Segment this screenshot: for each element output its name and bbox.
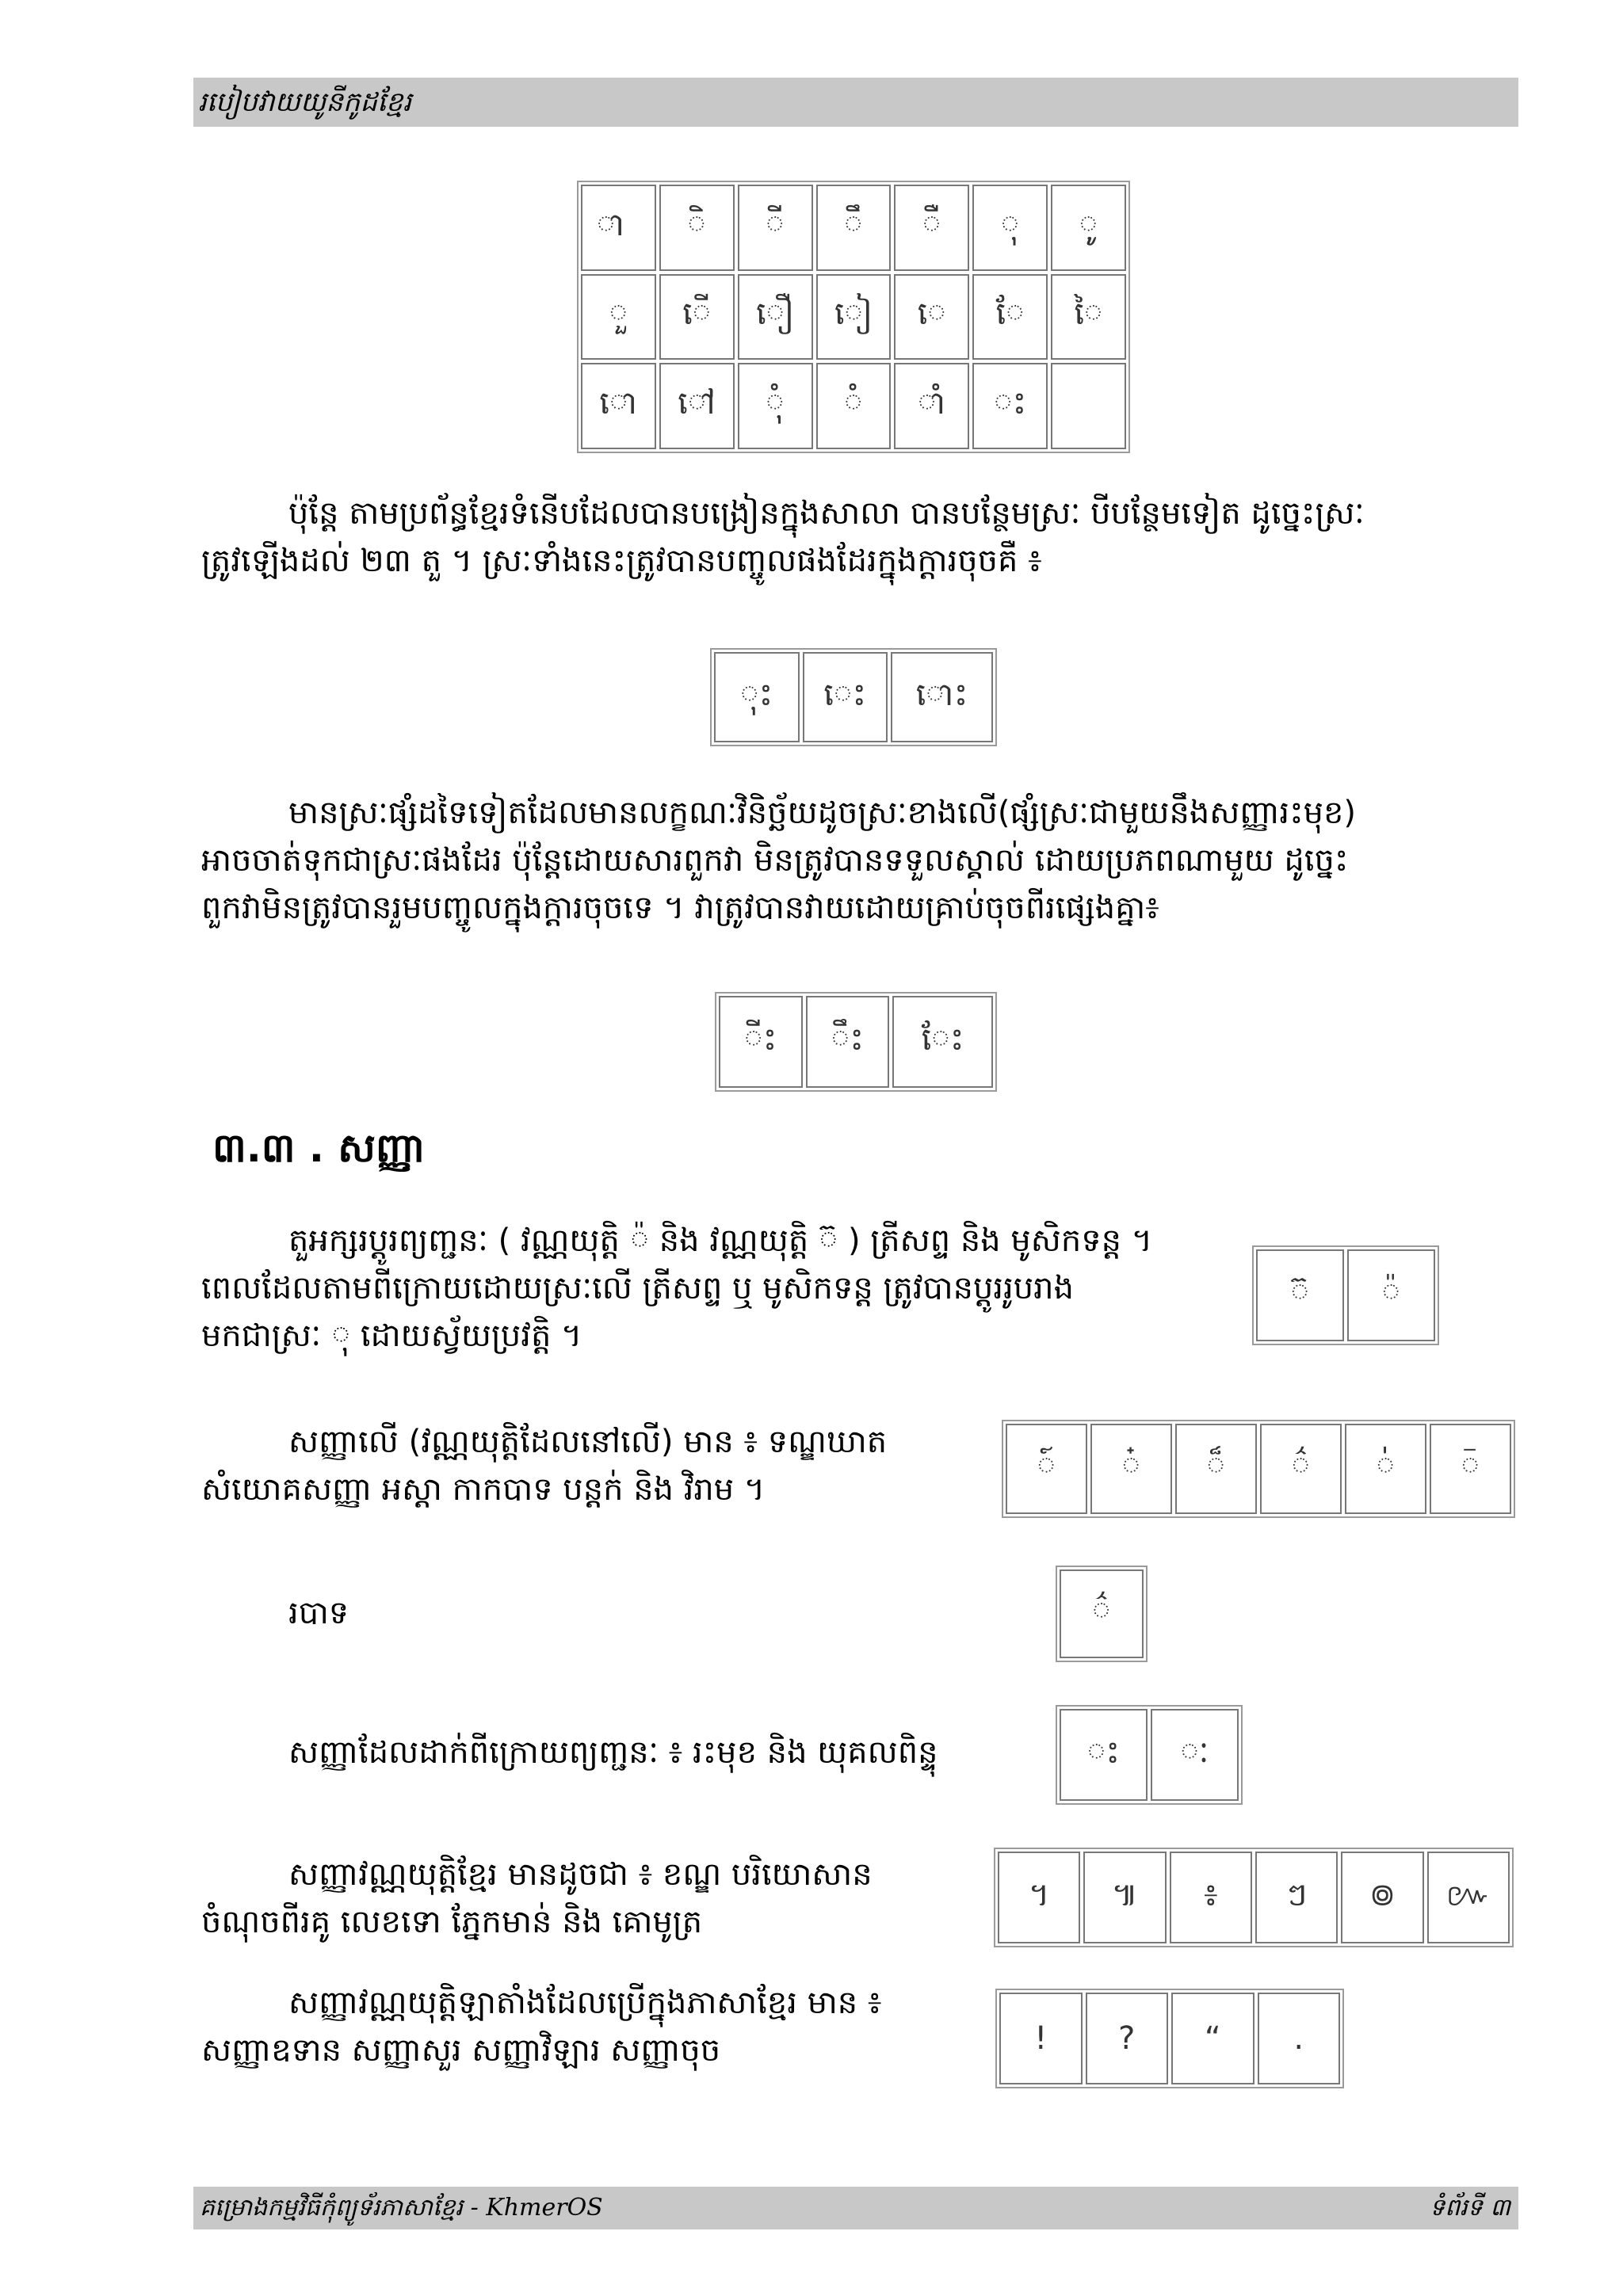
paragraph-4 — [201, 1418, 994, 1513]
vowel-cell: េ — [894, 274, 969, 360]
paragraph-line: អាចចាត់ទុកជាស្រៈផងដែរ ប៉ុន្តែដោយសារពួកវា មិនត្រូវបានទទួលស្គាល់ ដោយប្រភពណាមួយ ដូច្នេះ — [201, 842, 1349, 879]
sign-cell: ៗ — [1255, 1852, 1338, 1943]
sign-table-4 — [1056, 1705, 1243, 1805]
vowel-cell: ា — [581, 185, 656, 271]
sign-table-3 — [1056, 1566, 1148, 1662]
sign-cell: ៌ — [1060, 1569, 1144, 1658]
paragraph-line: របាទ — [288, 1595, 349, 1631]
paragraph-line: សញ្ញាដែលដាក់ពីក្រោយព្យញ្ជនៈ ៖ រះមុខ និង យុគលពិន្ទុ — [288, 1734, 938, 1771]
vowel-cell: ើ — [659, 274, 735, 360]
paragraph-line: ត្រូវឡើងដល់ ២៣ តួ ។ ស្រៈទាំងនេះត្រូវបានបញ្ចូលផងដែរក្នុងក្តារចុចគឺ ៖ — [201, 543, 1042, 579]
paragraph-8 — [201, 1979, 994, 2074]
paragraph-line: ពេលដែលតាមពីក្រោយដោយស្រៈលើ ត្រីសព្ទ ឬ មូសិកទន្ត ត្រូវបានប្តូររូបរាង — [201, 1270, 1074, 1306]
vowel-cell: ោ — [581, 363, 656, 449]
sign-cell: ៌ — [1260, 1424, 1342, 1514]
sign-table-1 — [1252, 1245, 1439, 1345]
paragraph-line: សញ្ញាវណ្ណយុត្តិឡាតាំងដែលប្រើក្នុងភាសាខ្មែរ មាន ៖ — [288, 1985, 882, 2021]
vowel-cell: ី — [738, 185, 813, 271]
sign-cell: ៙ — [1341, 1852, 1423, 1943]
vowel-cell: េះ — [803, 652, 888, 742]
paragraph-1 — [201, 490, 1517, 585]
vowel-cell: ាំ — [894, 363, 969, 449]
vowel-cell: ៅ — [659, 363, 735, 449]
sign-cell: ៈ — [1151, 1709, 1239, 1801]
paragraph-line: ចំណុចពីរគូ លេខទោ ភ្នែកមាន់ និង គោមូត្រ — [201, 1904, 703, 1940]
paragraph-3 — [201, 1217, 1247, 1360]
sign-cell: ៉ — [1347, 1249, 1435, 1341]
paragraph-7 — [201, 1851, 994, 1946]
page-header: របៀបវាយយូនីកូដខ្មែរ — [193, 78, 1518, 127]
page-number: ទំព័រទី ៣ — [1430, 2194, 1510, 2222]
vowel-cell: ុះ — [714, 652, 800, 742]
vowel-cell: ឹះ — [806, 996, 890, 1088]
vowel-cell: ោះ — [891, 652, 993, 742]
vowel-table-3 — [715, 992, 997, 1092]
vowel-cell: ះ — [972, 363, 1048, 449]
paragraph-line: សញ្ញាឧទាន សញ្ញាសួរ សញ្ញាវិឡារ សញ្ញាចុច — [201, 2032, 721, 2069]
vowel-table-1 — [577, 181, 1130, 453]
paragraph-2 — [201, 789, 1517, 932]
sign-cell: ! — [999, 1993, 1083, 2084]
paragraph-line: ប៉ុន្តែ តាមប្រព័ន្ធខ្មែរទំនើបដែលបានបង្រៀនក្នុងសាលា បានបន្ថែមស្រៈ បីបន្ថែមទៀត ដូច្នេះស្រៈ — [288, 495, 1365, 532]
sign-cell: ៎ — [1090, 1424, 1172, 1514]
sign-cell: ៚ — [1427, 1852, 1510, 1943]
sign-table-2 — [1002, 1420, 1515, 1518]
vowel-cell: ុំ — [738, 363, 813, 449]
vowel-cell: ៀ — [816, 274, 892, 360]
sign-table-6 — [995, 1989, 1344, 2088]
sign-cell: “ — [1171, 1993, 1254, 2084]
paragraph-line: សញ្ញាវណ្ណយុត្តិខ្មែរ មានដូចជា ៖ ខណ្ឌ បរិយោសាន — [288, 1856, 873, 1893]
paragraph-6 — [201, 1729, 1033, 1776]
vowel-table-2 — [710, 648, 997, 746]
vowel-cell: ឿ — [738, 274, 813, 360]
vowel-cell — [1051, 363, 1126, 449]
vowel-cell: ុ — [972, 185, 1048, 271]
sign-cell: ? — [1086, 1993, 1169, 2084]
vowel-cell: ែ — [972, 274, 1048, 360]
paragraph-line: ពួកវាមិនត្រូវបានរួមបញ្ចូលក្នុងក្តារចុចទេ ។ វាត្រូវបានវាយដោយគ្រាប់ចុចពីរផ្សេងគ្នា៖ — [201, 890, 1159, 926]
vowel-cell: ូ — [1051, 185, 1126, 271]
sign-table-5 — [994, 1848, 1514, 1947]
paragraph-5 — [201, 1589, 349, 1637]
vowel-cell: ីះ — [719, 996, 803, 1088]
vowel-cell: ៃ — [1051, 274, 1126, 360]
sign-cell: ។ — [998, 1852, 1080, 1943]
paragraph-line: តួអក្សរប្តូរព្យញ្ជនៈ ( វណ្ណយុត្តិ ៉ និង វណ្ណយុត្តិ ៊ ) ត្រីសព្ទ និង មូសិកទន្ត ។ — [288, 1222, 1153, 1259]
vowel-cell: ួ — [581, 274, 656, 360]
paragraph-line: មកជាស្រៈ ុ ដោយស្វ័យប្រវត្តិ ។ — [201, 1318, 582, 1354]
paragraph-line: សំយោគសញ្ញា អស្តា កាកបាទ បន្តក់ និង វិរាម ។ — [201, 1471, 766, 1508]
sign-cell: ៖ — [1170, 1852, 1252, 1943]
vowel-cell: ែះ — [892, 996, 993, 1088]
sign-cell: ៏ — [1175, 1424, 1257, 1514]
paragraph-line: មានស្រៈផ្សំដទៃទៀតដែលមានលក្ខណៈវិនិច្ឆ័យដូចស្រៈខាងលើ(ផ្សំស្រៈជាមួយនឹងសញ្ញារះមុខ) — [288, 795, 1357, 831]
sign-cell: ៊ — [1256, 1249, 1344, 1341]
vowel-cell: ំ — [816, 363, 892, 449]
vowel-cell: ិ — [659, 185, 735, 271]
sign-cell: . — [1258, 1993, 1341, 2084]
sign-cell: ៕ — [1083, 1852, 1166, 1943]
vowel-cell: ឺ — [894, 185, 969, 271]
page-footer — [193, 2187, 1518, 2229]
sign-cell: ះ — [1060, 1709, 1148, 1801]
sign-cell: ៍ — [1006, 1424, 1087, 1514]
vowel-cell: ឹ — [816, 185, 892, 271]
sign-cell: ៑ — [1430, 1424, 1511, 1514]
footer-title: គម្រោងកម្មវិធីកុំព្យូទ័រភាសាខ្មែរ - KhmerOS — [200, 2194, 603, 2222]
sign-cell: ់ — [1345, 1424, 1426, 1514]
paragraph-line: សញ្ញាលើ (វណ្ណយុត្តិដែលនៅលើ) មាន ៖ ទណ្ឌឃាត — [288, 1424, 888, 1460]
section-title: ៣.៣ . សញ្ញា — [212, 1125, 426, 1171]
